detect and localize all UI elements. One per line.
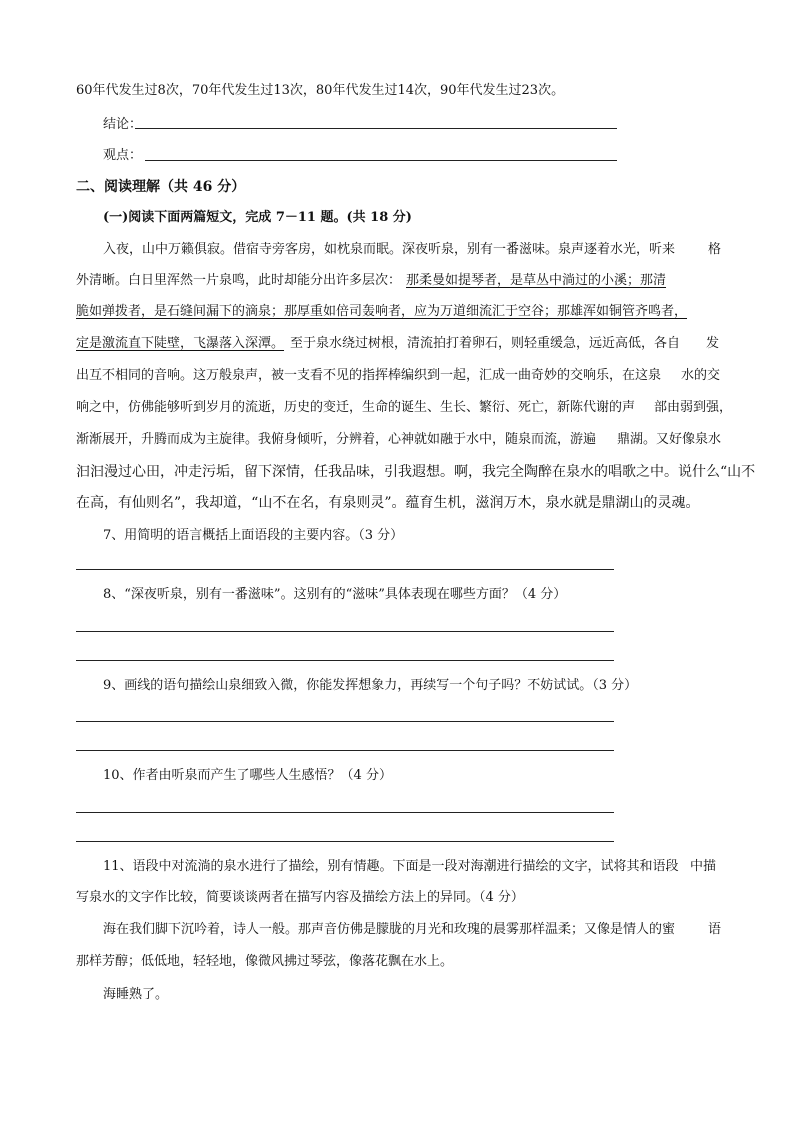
conclusion-blank[interactable]	[135, 128, 617, 129]
passage-line: 在高，有仙则名”，我却道，“山不在名，有泉则灵”。蕴育生机，滋润万木，泉水就是鼎湖山的灵魂。	[76, 495, 700, 511]
sea-line: 海睡熟了。	[103, 987, 169, 1002]
underlined-sentence: 定是激流直下陡壁，飞瀑落入深潭。	[76, 336, 285, 351]
view-blank[interactable]	[145, 160, 617, 161]
question-8: 8、“深夜听泉，别有一番滋味”。这别有的“滋味”具体表现在哪些方面？（4 分）	[103, 587, 567, 602]
answer-line[interactable]	[76, 631, 614, 632]
passage-line: 外清晰。白日里浑然一片泉鸣，此时却能分出许多层次：	[76, 273, 402, 288]
passage-line-end: 格	[708, 242, 722, 257]
passage-line-end: 部由弱到强，	[654, 400, 733, 415]
section-heading: 二、阅读理解（共 46 分）	[76, 179, 246, 195]
part-heading: (一)阅读下面两篇短文，完成 7－11 题。(共 18 分)	[103, 210, 412, 225]
answer-line[interactable]	[76, 721, 614, 722]
question-7: 7、用简明的语言概括上面语段的主要内容。（3 分）	[103, 528, 404, 543]
answer-line[interactable]	[76, 812, 614, 813]
question-11-end: 中描	[690, 859, 717, 874]
answer-line[interactable]	[76, 750, 614, 751]
question-10: 10、作者由听泉而产生了哪些人生感悟？（4 分）	[103, 768, 392, 783]
conclusion-label: 结论：	[103, 117, 143, 132]
passage-line-end: 发	[706, 336, 720, 351]
passage-line: 渐渐展开，升腾而成为主旋律。我俯身倾听，分辨着，心神就如融于水中，随泉而流，游遍	[76, 432, 597, 447]
underlined-sentence: 那柔曼如提琴者，是草丛中淌过的小溪；那清	[406, 273, 667, 288]
passage-line: 入夜，山中万籁俱寂。借宿寺旁客房，如枕泉而眠。深夜听泉，别有一番滋味。泉声逐着水光，听来	[103, 242, 676, 257]
question-9: 9、画线的语句描绘山泉细致入微，你能发挥想象力，再续写一个句子吗？不妨试试。（3 分）	[103, 678, 638, 693]
underlined-sentence: 脆如弹拨者，是石缝间漏下的滴泉；那厚重如倍司轰响者，应为万道细流汇于空谷；那雄浑如铜管齐鸣者，	[76, 304, 688, 319]
answer-line[interactable]	[76, 841, 614, 842]
passage-line-end: 鼎湖。又好像泉水	[617, 432, 722, 447]
answer-line[interactable]	[76, 569, 614, 570]
passage-line: 响之中，仿佛能够听到岁月的流逝，历史的变迁，生命的诞生、生长、繁衍、死亡，新陈代谢的声	[76, 400, 636, 415]
passage-line-end: 水的交	[681, 368, 721, 383]
answer-line[interactable]	[76, 660, 614, 661]
sea-line: 海在我们脚下沉吟着，诗人一般。那声音仿佛是朦胧的月光和玫瑰的晨雾那样温柔；又像是情人的蜜	[103, 922, 676, 937]
passage-line: 出互不相同的音响。这万般泉声，被一支看不见的指挥棒编织到一起，汇成一曲奇妙的交响乐，在这泉	[76, 368, 662, 383]
question-11-cont: 写泉水的文字作比较，简要谈谈两者在描写内容及描绘方法上的异同。（4 分）	[76, 890, 524, 905]
sea-line: 那样芳醇；低低地，轻轻地，像微风拂过琴弦，像落花飘在水上。	[76, 954, 454, 969]
intro-line: 60年代发生过8次，70年代发生过13次，80年代发生过14次，90年代发生过23次。	[76, 83, 565, 98]
passage-line: 汩汩漫过心田，冲走污垢，留下深情，任我品味，引我遐想。啊，我完全陶醉在泉水的唱歌之中。说什么“山不	[76, 464, 756, 480]
sea-line-end: 语	[708, 922, 722, 937]
view-label: 观点：	[103, 148, 143, 163]
passage-line: 至于泉水绕过树根，清流拍打着卵石，则轻重缓急，远近高低，各自	[290, 336, 681, 351]
question-11: 11、语段中对流淌的泉水进行了描绘，别有情趣。下面是一段对海潮进行描绘的文字，试将其和语段	[103, 859, 679, 874]
